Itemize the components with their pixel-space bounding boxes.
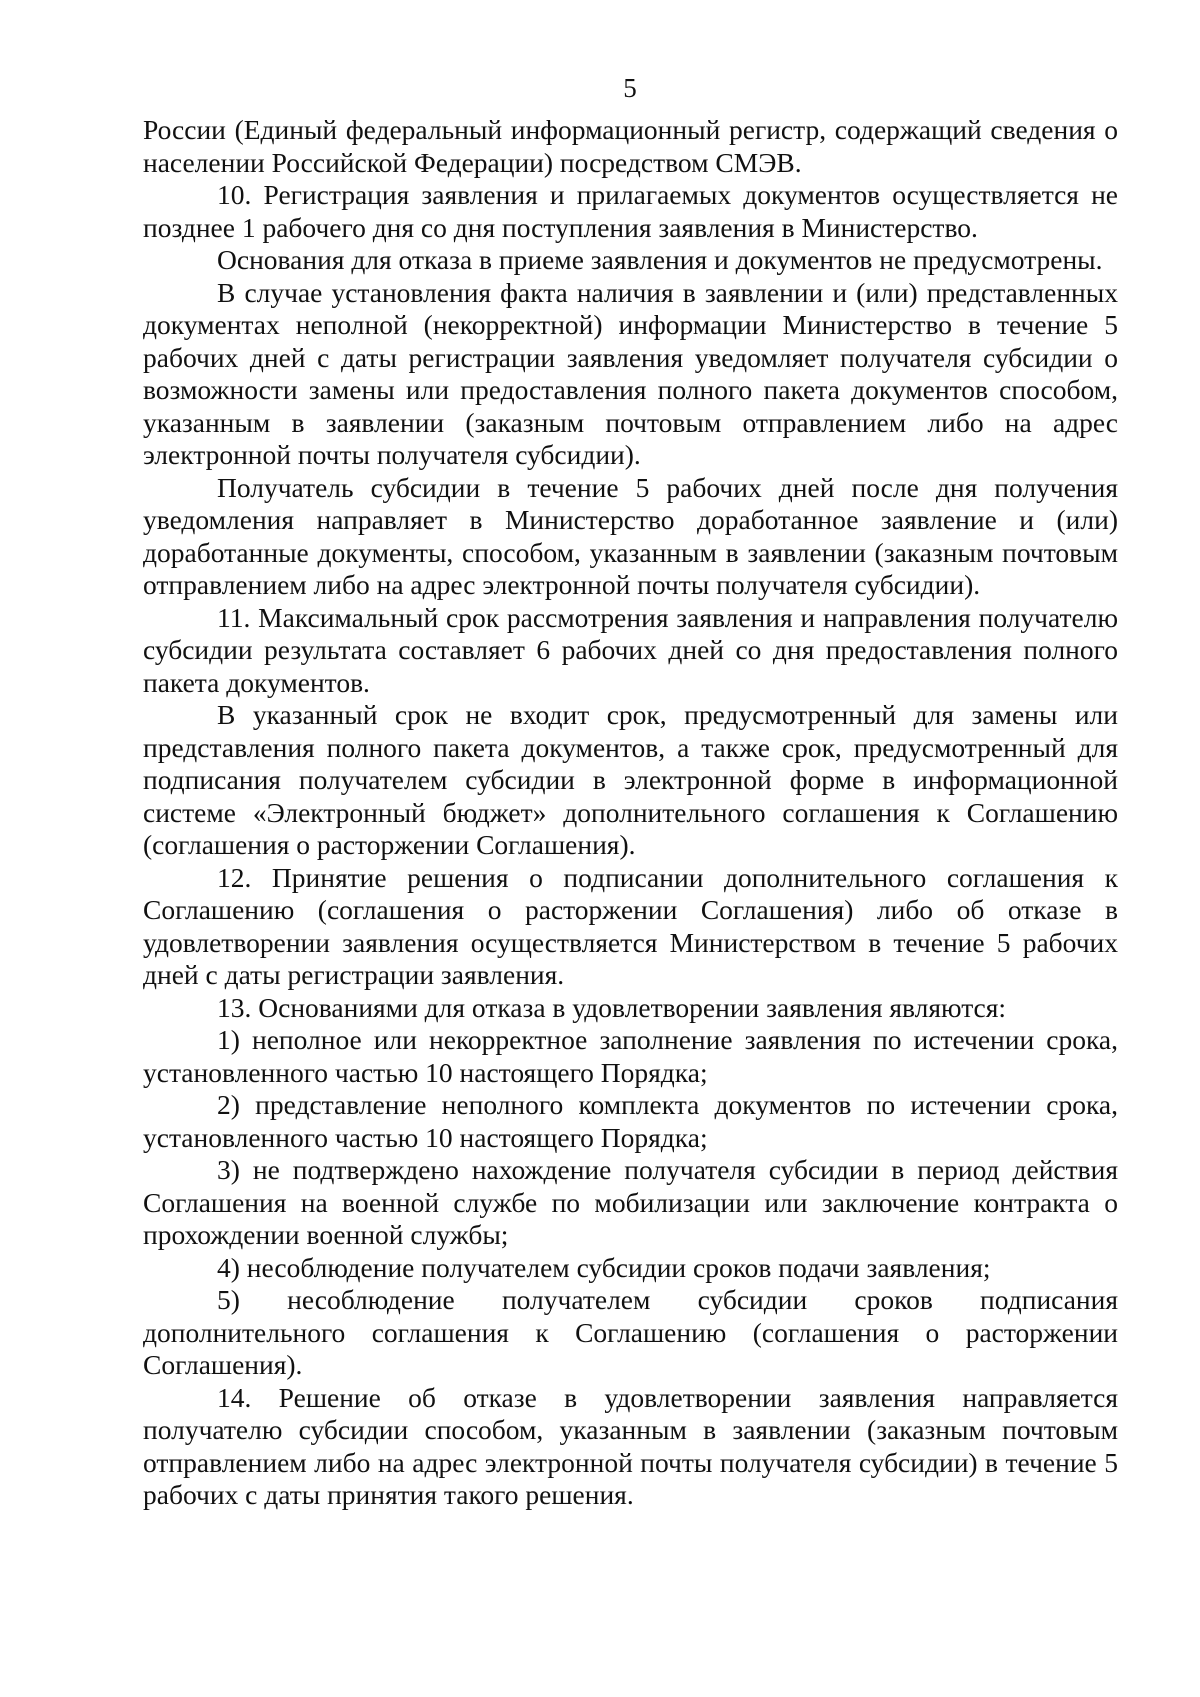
paragraph-revised-submission: Получатель субсидии в течение 5 рабочих дней после дня получения уведомления направляет в Министерство доработанное заявление и (или) доработанные документы, способом, указанным в заявлении (заказным почтовым отправлением либо на адрес электронной почты получателя субсидии). xyxy=(143,471,1118,600)
page-number: 5 xyxy=(623,73,637,103)
paragraph-12-decision: 12. Принятие решения о подписании дополнительного соглашения к Соглашению (соглашения о расторжении Соглашения) либо об отказе в удовлетворении заявления осуществляется Министерством в течение 5 рабочих дней с даты регистрации заявления. xyxy=(143,861,1118,990)
paragraph-continuation: России (Единый федеральный информационный регистр, содержащий сведения о населении Российской Федерации) посредством СМЭВ. xyxy=(143,114,1118,178)
paragraph-10-registration: 10. Регистрация заявления и прилагаемых документов осуществляется не позднее 1 рабочего дня со дня поступления заявления в Министерство. xyxy=(143,179,1118,243)
list-item-5: 5) несоблюдение получателем субсидии сроков подписания дополнительного соглашения к Соглашению (соглашения о расторжении Соглашения). xyxy=(143,1284,1118,1380)
paragraph-no-refusal-grounds: Основания для отказа в приеме заявления и документов не предусмотрены. xyxy=(217,244,1103,275)
paragraph-11-max-term: 11. Максимальный срок рассмотрения заявления и направления получателю субсидии результата составляет 6 рабочих дней со дня предоставления полного пакета документов. xyxy=(143,601,1118,698)
paragraph-term-exclusions: В указанный срок не входит срок, предусмотренный для замены или представления полного пакета документов, а также срок, предусмотренный для подписания получателем субсидии в электронной форме в информационной системе «Электронный бюджет» дополнительного соглашения к Соглашению (соглашения о расторжении Соглашения). xyxy=(143,699,1118,860)
document-body xyxy=(143,114,1118,1512)
paragraph-14-refusal-notice: 14. Решение об отказе в удовлетворении заявления направляется получателю субсидии способом, указанным в заявлении (заказным почтовым отправлением либо на адрес электронной почты получателя субсидии) в течение 5 рабочих с даты принятия такого решения. xyxy=(143,1381,1118,1510)
list-item-2: 2) представление неполного комплекта документов по истечении срока, установленного частью 10 настоящего Порядка; xyxy=(143,1089,1118,1153)
list-item-3: 3) не подтверждено нахождение получателя субсидии в период действия Соглашения на военной службе по мобилизации или заключение контракта о прохождении военной службы; xyxy=(143,1154,1118,1250)
paragraph-13-refusal-grounds: 13. Основаниями для отказа в удовлетворении заявления являются: xyxy=(217,991,1007,1023)
list-item-4: 4) несоблюдение получателем субсидии сроков подачи заявления; xyxy=(217,1251,991,1283)
list-item-1: 1) неполное или некорректное заполнение заявления по истечении срока, установленного частью 10 настоящего Порядка; xyxy=(143,1024,1118,1088)
paragraph-incomplete-info-notice: В случае установления факта наличия в заявлении и (или) представленных документах неполной (некорректной) информации Министерство в течение 5 рабочих дней с даты регистрации заявления уведомляет получателя субсидии о возможности замены или предоставления полного пакета документов способом, указанным в заявлении (заказным почтовым отправлением либо на адрес электронной почты получателя субсидии). xyxy=(143,276,1118,470)
